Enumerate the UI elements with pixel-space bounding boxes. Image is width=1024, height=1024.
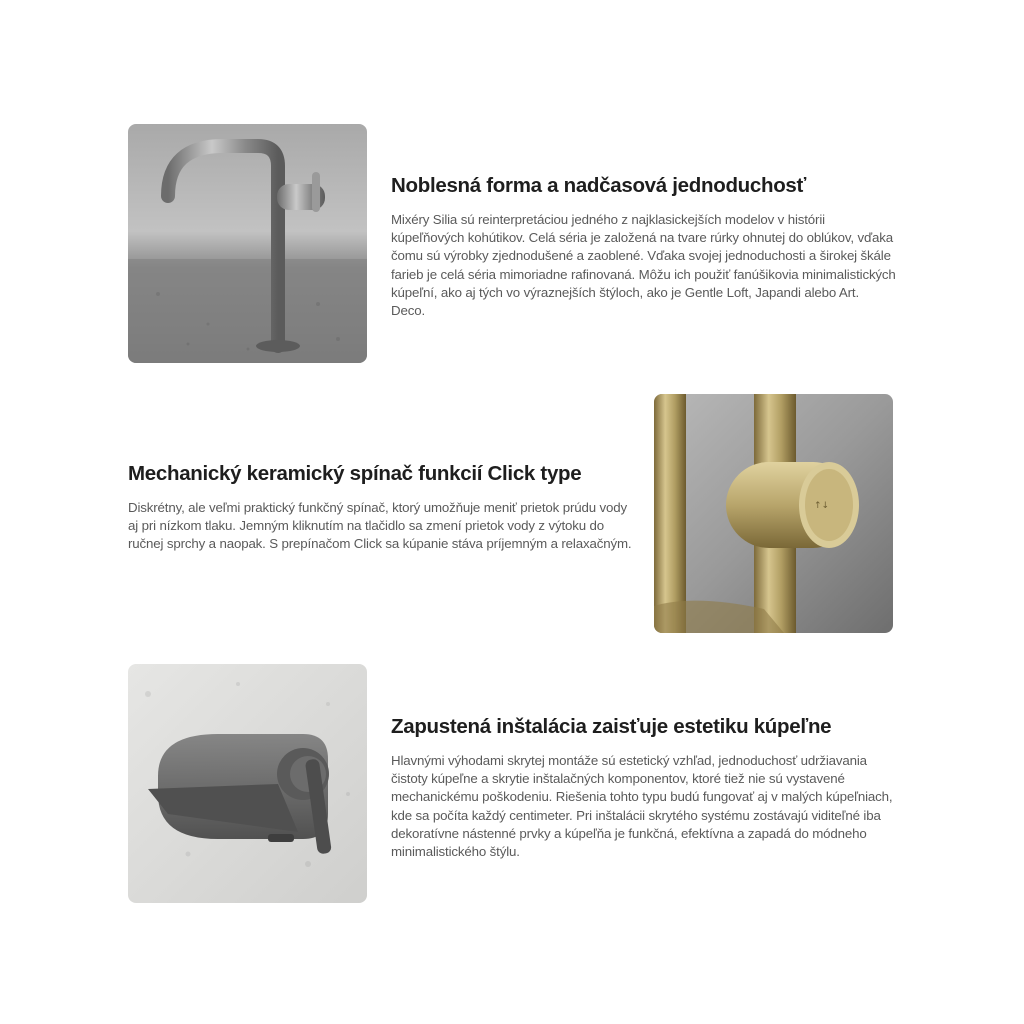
feature-description: Hlavnými výhodami skrytej montáže sú estetický vzhľad, jednoduchosť udržiavania čistoty kúpeľne a skrytie inštalačných komponentov, ktoré tiež nie sú vystavené mechanickému poškodeniu. Riešenia tohto typu budú fungovať aj v malých kúpeľniach, kde sa počíta každý centimeter. Pri inštalácii skrytého systému zostávajú viditeľné iba dekoratívne nástenné prvky a kúpeľňa je funkčná, efektívna a zapadá do módneho minimalistického štýlu. bbox=[391, 753, 893, 860]
gold-click-switch-image bbox=[654, 394, 893, 633]
feature-description: Diskrétny, ale veľmi praktický funkčný spínač, ktorý umožňuje meniť prietok prúdu vody aj pri nízkom tlaku. Jemným kliknutím na tlačidlo sa zmení prietok vody z výtoku do ručnej sprchy a naopak. S prepínačom Click sa kúpanie stáva príjemným a relaxačným. bbox=[128, 500, 632, 552]
feature-text-3 bbox=[391, 714, 896, 861]
feature-description: Mixéry Silia sú reinterpretáciou jedného z najklasickejších modelov v histórii kúpeľňových kohútikov. Celá séria je založená na tvare rúrky ohnutej do oblúkov, vďaka čomu sú výrobky zjednodušené a zaoblené. Vďaka svojej jednoduchosti a širokej škále farieb je celá séria mimoriadne rafinovaná. Môžu ich použiť fanúšikovia minimalistických kúpeľní, ako aj tých vo výraznejších štýloch, ako je Gentle Loft, Japandi alebo Art. Deco. bbox=[391, 212, 896, 319]
wall-mounted-faucet-image bbox=[128, 664, 367, 903]
svg-text:↑↓: ↑↓ bbox=[814, 501, 830, 511]
feature-title: Zapustená inštalácia zaisťuje estetiku kúpeľne bbox=[391, 715, 832, 738]
feature-title: Mechanický keramický spínač funkcií Click type bbox=[128, 462, 582, 485]
feature-title: Noblesná forma a nadčasová jednoduchosť bbox=[391, 174, 807, 197]
tall-basin-faucet-image bbox=[128, 124, 367, 363]
feature-text-2 bbox=[128, 461, 633, 554]
feature-text-1 bbox=[391, 173, 896, 320]
